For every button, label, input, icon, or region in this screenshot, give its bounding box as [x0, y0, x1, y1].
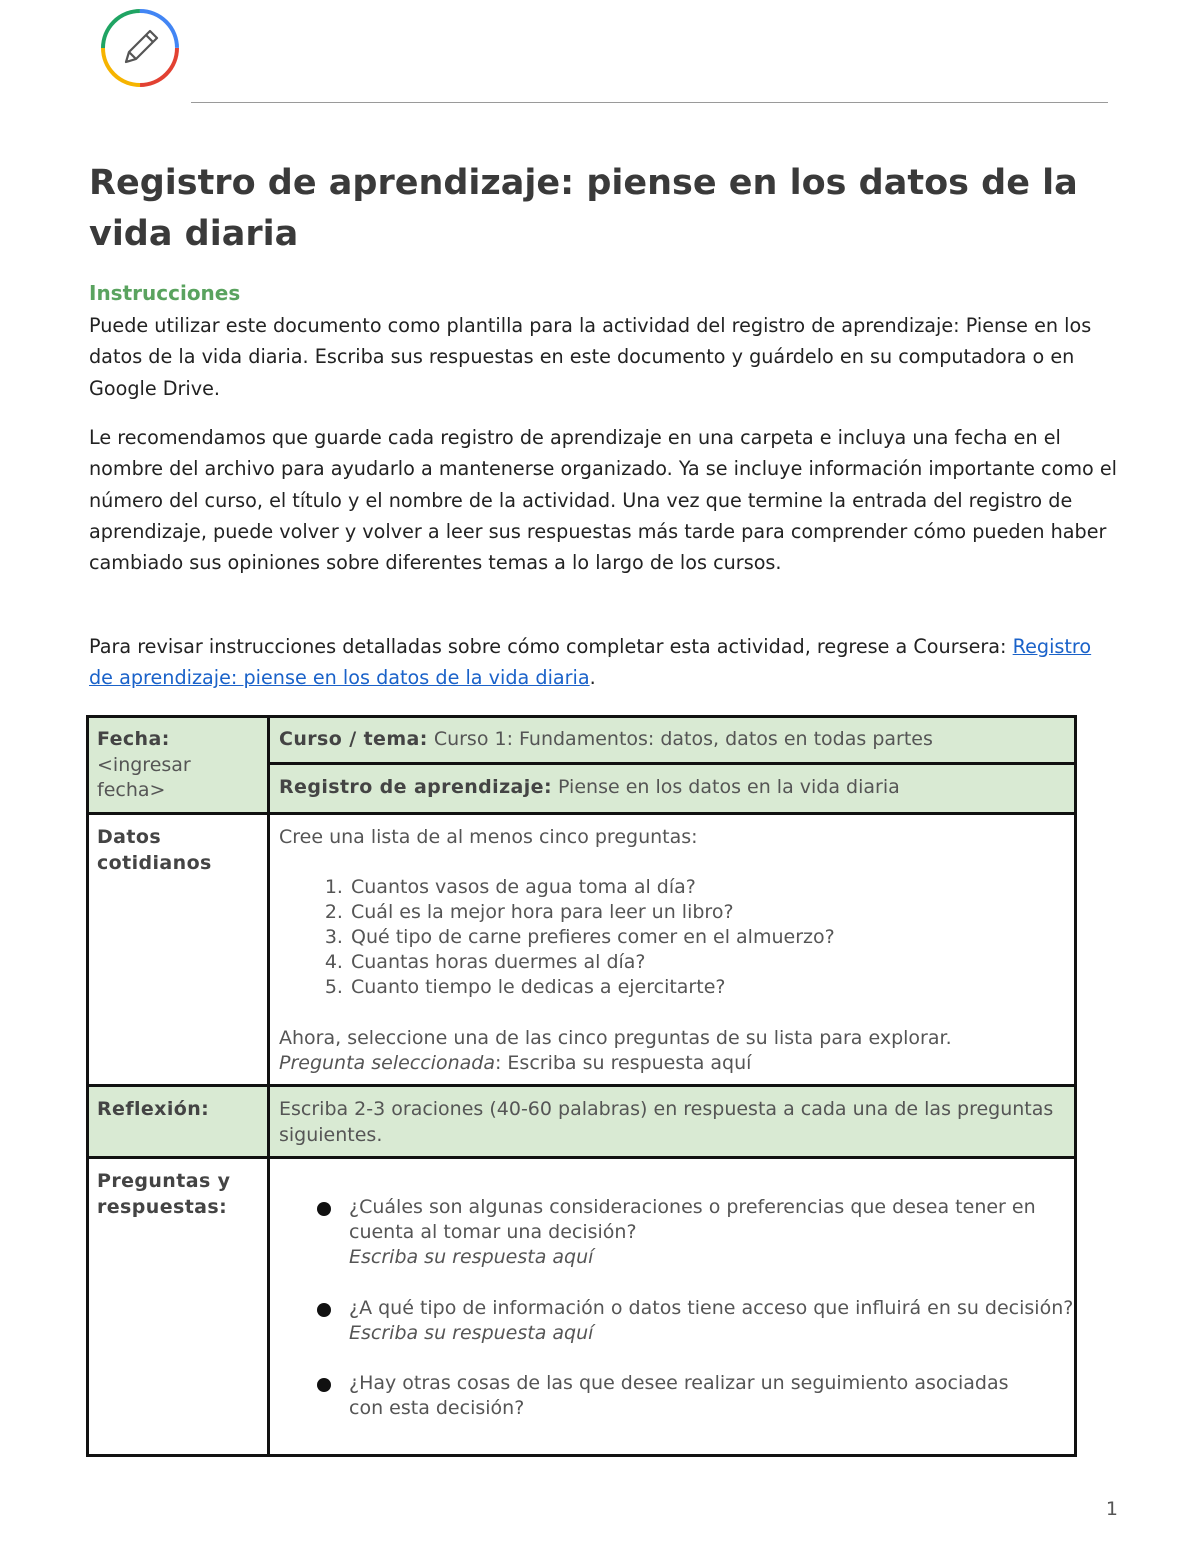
page-number: 1 — [1105, 1498, 1118, 1520]
bullet-icon — [317, 1202, 331, 1216]
paragraph-3-prefix: Para revisar instrucciones detalladas sobre cómo completar esta actividad, regrese a Coursera: — [89, 635, 1013, 658]
qa-question: ¿Cuáles son algunas consideraciones o preferencias que desea tener en cuenta al tomar una decisión? — [349, 1196, 1036, 1244]
list-item — [279, 1195, 1066, 1271]
datos-content-cell — [270, 815, 1075, 1085]
fecha-cell — [88, 717, 268, 813]
paragraph-3-suffix: . — [589, 666, 596, 690]
qa-label-cell — [88, 1159, 268, 1455]
coursera-activity-link[interactable]: Registro de aprendizaje: piense en los datos de la vida diaria — [89, 635, 1092, 690]
qa-question: ¿A qué tipo de información o datos tiene acceso que influirá en su decisión? — [349, 1296, 1074, 1319]
list-item[interactable]: 3. Qué tipo de carne prefieres comer en el almuerzo? — [349, 925, 1066, 950]
curso-label: Curso / tema: — [279, 728, 428, 750]
bullet-icon — [317, 1303, 331, 1317]
selected-question-value: : Escriba su respuesta aquí — [494, 1052, 752, 1075]
registro-cell — [270, 765, 1075, 813]
qa-content-cell — [270, 1159, 1075, 1455]
table-row-divider — [86, 812, 1077, 815]
document-title: Registro de aprendizaje: piense en los datos de la vida diaria — [89, 163, 1078, 254]
registro-value: Piense en los datos en la vida diaria — [558, 776, 900, 798]
curso-value: Curso 1: Fundamentos: datos, datos en todas partes — [433, 728, 933, 750]
curso-cell — [270, 717, 1075, 763]
instructions-heading: Instrucciones — [89, 281, 241, 305]
selected-question-line[interactable] — [279, 1051, 1066, 1077]
fecha-label: Fecha: — [97, 728, 170, 750]
reflexion-text-cell — [270, 1087, 1075, 1157]
table-border-top — [86, 715, 1077, 718]
logo — [100, 8, 180, 88]
instructions-paragraph-3 — [89, 631, 1119, 694]
selected-question-label: Pregunta seleccionada — [279, 1052, 495, 1075]
datos-label-cell — [88, 815, 268, 1085]
reflexion-text: Escriba 2-3 oraciones (40-60 palabras) en respuesta a cada una de las preguntas siguientes. — [279, 1098, 1054, 1146]
instructions-paragraph-1: Puede utilizar este documento como plantilla para la actividad del registro de aprendizaje: Piense en los datos de la vida diaria. Escriba sus respuestas en este documento y guárdelo en su computadora o en Google Drive. — [89, 314, 1092, 400]
qa-answer[interactable]: Escriba su respuesta aquí — [349, 1321, 594, 1344]
bullet-icon — [317, 1378, 331, 1392]
list-item[interactable]: 4. Cuantas horas duermes al día? — [349, 950, 1066, 975]
datos-label: Datos cotidianos — [97, 826, 212, 874]
qa-question: ¿Hay otras cosas de las que desee realizar un seguimiento asociadas con esta decisión? — [349, 1372, 1009, 1420]
registro-label: Registro de aprendizaje: — [279, 776, 552, 798]
list-item — [279, 1371, 1066, 1421]
learning-log-table — [86, 715, 1077, 1457]
table-row-divider — [267, 762, 1077, 765]
list-item — [279, 1296, 1074, 1346]
reflexion-label: Reflexión: — [97, 1098, 210, 1120]
fecha-input[interactable]: <ingresar fecha> — [97, 753, 191, 801]
qa-answer[interactable]: Escriba su respuesta aquí — [349, 1246, 594, 1269]
header-divider — [191, 102, 1108, 103]
select-prompt: Ahora, seleccione una de las cinco preguntas de su lista para explorar. — [279, 1026, 952, 1049]
table-border-bottom — [86, 1454, 1077, 1457]
table-row-divider — [86, 1156, 1077, 1159]
qa-list — [279, 1195, 1074, 1421]
pencil-icon — [100, 8, 180, 88]
reflexion-label-cell — [88, 1087, 268, 1157]
list-item[interactable]: 1. Cuantos vasos de agua toma al día? — [349, 875, 1066, 900]
instructions-paragraph-2: Le recomendamos que guarde cada registro de aprendizaje en una carpeta e incluya una fecha en el nombre del archivo para ayudarlo a mantenerse organizado. Ya se incluye información importante como el número del curso, el título y el nombre de la actividad. Una vez que termine la entrada del registro de aprendizaje, puede volver y volver a leer sus respuestas más tarde para comprender cómo pueden haber cambiado sus opiniones sobre diferentes temas a lo largo de los cursos. — [89, 426, 1117, 575]
list-item[interactable]: 5. Cuanto tiempo le dedicas a ejercitarte? — [349, 975, 1066, 1000]
question-list — [279, 875, 1066, 1001]
table-row-divider — [86, 1084, 1077, 1087]
list-item[interactable]: 2. Cuál es la mejor hora para leer un libro? — [349, 900, 1066, 925]
qa-label: Preguntas y respuestas: — [97, 1170, 231, 1218]
datos-intro: Cree una lista de al menos cinco preguntas: — [279, 826, 698, 848]
